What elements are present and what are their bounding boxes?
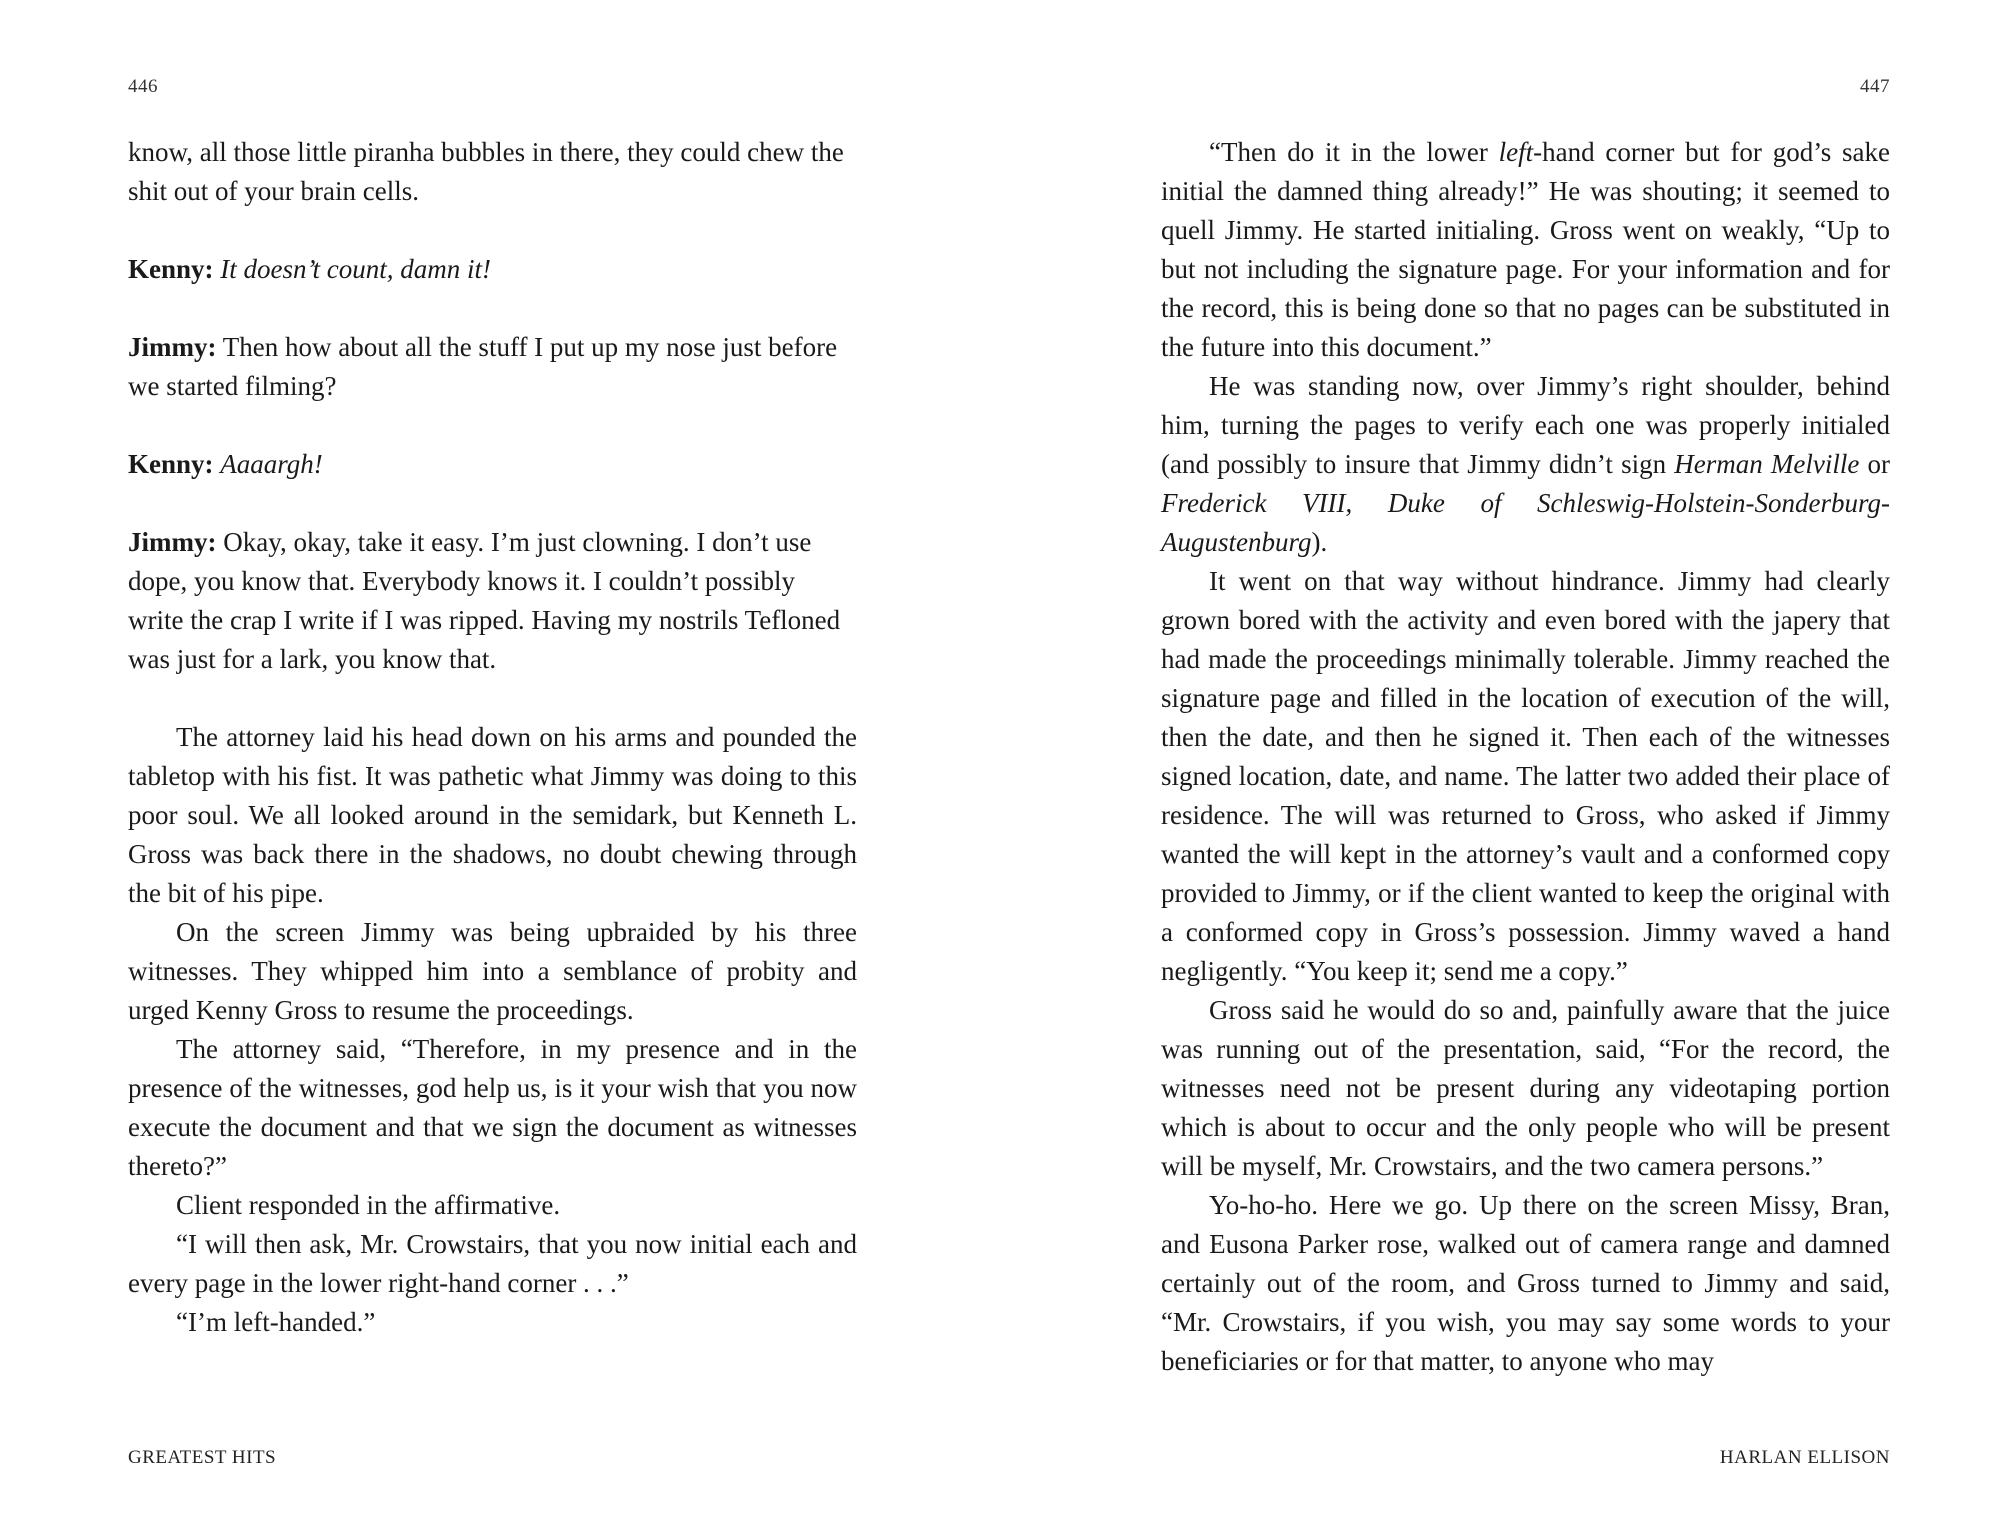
dialogue-text: Aaaargh! — [220, 449, 323, 479]
text-run: ). — [1311, 527, 1328, 557]
body-paragraph: The attorney laid his head down on his arms and pounded the tabletop with his fist. It was pathetic what Jimmy was doing to this poor soul. We all looked around in the semidark, but Kenneth L. Gross was back there in the shadows, no doubt chewing through the bit of his pipe. — [128, 722, 857, 908]
right-text-block — [1161, 133, 1890, 1381]
dialogue-line — [128, 328, 857, 406]
dialogue-text: Then how about all the stuff I put up my nose just before we started filming? — [128, 332, 838, 401]
dialogue-line — [128, 523, 857, 679]
dialogue-text: It doesn’t count, damn it! — [220, 254, 491, 284]
italic-run: Herman Melville — [1674, 449, 1860, 479]
italic-run: Frederick VIII, Duke of Schleswig-Holstein-Sonderburg-Augustenburg — [1161, 488, 1890, 557]
body-paragraph — [1161, 367, 1890, 562]
body-paragraph: Client responded in the affirmative. — [176, 1190, 561, 1220]
italic-run: left — [1498, 137, 1534, 167]
dialogue-text: Okay, okay, take it easy. I’m just clowning. I don’t use dope, you know that. Everybody knows it. I couldn’t possibly write the crap I write if I was ripped. Having my nostrils Tefloned was just for a lark, you know that. — [128, 527, 841, 674]
speaker-name: Kenny: — [128, 449, 214, 479]
text-run: -hand corner but for god’s sake initial the damned thing already!” He was shouting; it seemed to quell Jimmy. He started initialing. Gross went on weakly, “Up to but not including the signature page. For your information and for the record, this is being done so that no pages can be substituted in the future into this document.” — [1161, 137, 1890, 362]
page-number: 447 — [1860, 76, 1890, 97]
body-paragraph: Gross said he would do so and, painfully aware that the juice was running out of the presentation, said, “For the record, the witnesses need not be present during any videotaping portion which is about to occur and the only people who will be present will be myself, Mr. Crowstairs, and the two camera persons.” — [1161, 995, 1890, 1181]
speaker-name: Jimmy: — [128, 332, 217, 362]
body-paragraph: The attorney said, “Therefore, in my presence and in the presence of the witnesses, god help us, is it your wish that you now execute the document and that we sign the document as witnesses thereto?” — [128, 1034, 857, 1181]
running-footer: HARLAN ELLISON — [1719, 1447, 1890, 1468]
dialogue-line — [128, 250, 857, 289]
right-page — [1000, 0, 2000, 1535]
text-run: “Then do it in the lower — [1209, 137, 1499, 167]
body-paragraph: “I will then ask, Mr. Crowstairs, that you now initial each and every page in the lower right-hand corner . . .” — [128, 1229, 857, 1298]
body-paragraph: On the screen Jimmy was being upbraided by his three witnesses. They whipped him into a semblance of probity and urged Kenny Gross to resume the proceedings. — [128, 917, 857, 1025]
text-run: He was standing now, over Jimmy’s right shoulder, behind him, turning the pages to verify each one was properly initialed (and possibly to insure that Jimmy didn’t sign — [1161, 371, 1890, 479]
running-footer: GREATEST HITS — [128, 1447, 277, 1468]
page-number: 446 — [128, 76, 158, 97]
body-paragraph: It went on that way without hindrance. Jimmy had clearly grown bored with the activity and even bored with the japery that had made the proceedings minimally tolerable. Jimmy reached the signature page and filled in the location of execution of the will, then the date, and then he signed it. Then each of the witnesses signed location, date, and name. The latter two added their place of residence. The will was returned to Gross, who asked if Jimmy wanted the will kept in the attorney’s vault and a conformed copy provided to Jimmy, or if the client wanted to keep the original with a conformed copy in Gross’s possession. Jimmy waved a hand negligently. “You keep it; send me a copy.” — [1161, 566, 1890, 986]
dialogue-line — [128, 445, 857, 484]
text-run: or — [1859, 449, 1890, 479]
body-paragraph: Yo-ho-ho. Here we go. Up there on the screen Missy, Bran, and Eusona Parker rose, walked out of camera range and damned certainly out of the room, and Gross turned to Jimmy and said, “Mr. Crowstairs, if you wish, you may say some words to your beneficiaries or for that matter, to anyone who may — [1161, 1190, 1890, 1376]
speaker-name: Kenny: — [128, 254, 214, 284]
body-paragraph — [1161, 133, 1890, 367]
opening-paragraph: know, all those little piranha bubbles in there, they could chew the shit out of your brain cells. — [128, 137, 844, 206]
left-text-block — [128, 133, 857, 1342]
body-paragraph: “I’m left-handed.” — [176, 1307, 376, 1337]
speaker-name: Jimmy: — [128, 527, 217, 557]
